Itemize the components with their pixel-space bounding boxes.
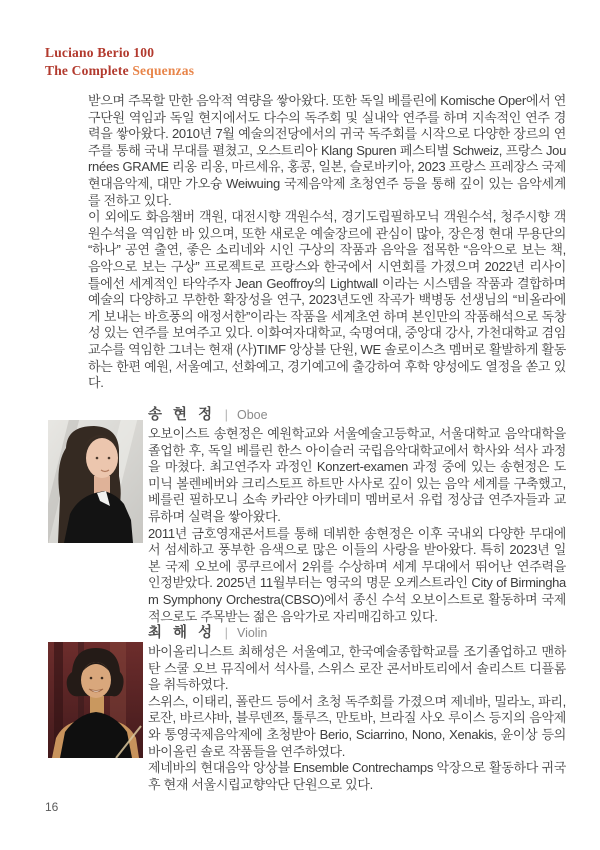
- performer-instrument: Oboe: [236, 408, 268, 422]
- portrait-violinist-illustration: [48, 642, 143, 758]
- performer-instrument: Violin: [236, 626, 268, 640]
- bio-paragraph: 제네바의 현대음악 앙상블 Ensemble Contrechamps 악장으로 활동하다 귀국 후 현재 서울시립교향악단 단원으로 있다.: [148, 760, 566, 792]
- name-role-divider: |: [224, 407, 228, 422]
- bio-paragraph: 스위스, 이태리, 폴란드 등에서 초청 독주회를 가졌으며 제네바, 밀라노, 파리, 로잔, 바르샤바, 블루덴쯔, 툴루즈, 만토바, 브라질 사오 루이스 등지의 음악제와 통영국제음악제에 초청받아 Berio, Sciarrino, Nono, Xenakis, 윤이상 등의 바이올린 솔로 작품들을 연주하였다.: [148, 693, 566, 759]
- portrait-violinist-photo: [48, 642, 143, 758]
- portrait-oboist-illustration: [48, 420, 143, 543]
- header-title-line2-dark: The Complete: [45, 63, 129, 78]
- violinist-bio: [148, 644, 566, 793]
- profile-heading-oboist: [148, 403, 268, 424]
- bio-paragraph: 2011년 금호영재콘서트를 통해 데뷔한 송현정은 이후 국내외 다양한 무대에서 섬세하고 풍부한 음색으로 많은 이들의 사랑을 받아왔다. 특히 2023년 일본 국제 오보에 콩쿠르에서 2위를 수상하며 세계 무대에서 뛰어난 연주력을 인정받았다. 2025년 11월부터는 영국의 명문 오케스트라인 City of Birmingham Symphony Orchestra(CBSO)에서 종신 수석 오보이스트로 활동하며 국제적으로도 주목받는 젊은 음악가로 자리매김하고 있다.: [148, 525, 566, 624]
- performer-name: 최 해 성: [148, 625, 216, 641]
- bio-paragraph: 바이올리니스트 최해성은 서울예고, 한국예술종합학교를 조기졸업하고 맨하탄 스쿨 오브 뮤직에서 석사를, 스위스 로잔 콘서바토리에서 솔리스트 디플롬을 취득하였다.: [148, 644, 566, 693]
- profile-heading-violinist: [148, 621, 267, 642]
- page-header: [45, 44, 194, 80]
- bio-paragraph: 받으며 주목할 만한 음악적 역량을 쌓아왔다. 또한 독일 베를린에 Komische Oper에서 연구단원 역임과 독일 현지에서도 다수의 독주회 및 실내악 연주를 하며 지속적인 연주 경력을 쌓아왔다. 2010년 7월 예술의전당에서의 귀국 독주회를 시작으로 다양한 장르의 연주를 통해 국내 무대를 펼쳤고, 오스트리아 Klang Spuren 페스티벌 Schweiz, 프랑스 Journées GRAME 리옹 리옹, 마르세유, 홍콩, 일본, 슬로바키아, 2023 프랑스 프레장스 국제현대음악제, 대만 가오슝 Weiwuing 국제음악제 초청연주 등을 통해 깊이 있는 음악세계를 전하고 있다.: [88, 93, 566, 208]
- header-title-line2: [45, 62, 194, 80]
- oboist-bio: [148, 426, 566, 625]
- viola-bio-continued: [88, 93, 566, 392]
- portrait-oboist-photo: [48, 420, 143, 543]
- header-title-line1: Luciano Berio 100: [45, 45, 155, 60]
- bio-paragraph: 이 외에도 화음챔버 객원, 대전시향 객원수석, 경기도립필하모닉 객원수석, 청주시향 객원수석을 역임한 바 있으며, 또한 새로운 예술장르에 관심이 많아, 장은정 현대 무용단의 “하나” 공연 출연, 좋은 소리네와 시인 구상의 작품과 음악을 접목한 “음악으로 보는 책, 음악으로 보는 구상” 프로젝트로 프랑스와 한국에서 시연회를 가졌으며 2022년 리사이틀에선 세계적인 타악주자 Jean Geoffroy의 Lightwall 이라는 시스템을 작품과 결합하며 예술의 다양하고 무한한 확장성을 연구, 2023년도엔 작곡가 백병동 선생님의 “비올라에게 보내는 바흐풍의 애정서한”이라는 작품을 세계초연 하며 본인만의 작품해석으로 독창성 있는 연주를 보여주고 있다. 이화여자대학교, 숙명여대, 중앙대 강사, 가천대학교 겸임교수를 역임한 그녀는 현재 (사)TIMF 앙상블 단원, WE 솔로이스츠 멤버로 활발하게 활동하는 한편 예원, 서울예고, 선화예고, 경기예고에 출강하여 후학 양성에도 열정을 쏟고 있다.: [88, 209, 566, 391]
- name-role-divider: |: [224, 625, 228, 640]
- performer-name: 송 현 정: [148, 407, 216, 423]
- bio-paragraph: 오보이스트 송현정은 예원학교와 서울예술고등학교, 서울대학교 음악대학을 졸업한 후, 독일 베를린 한스 아이슬러 국립음악대학교에서 학사와 석사 과정을 마쳤다. 최고연주자 과정인 Konzert-examen 과정 중에 있는 송현정은 도미닉 볼렌베버와 크리스토프 하트만 사사로 깊이 있는 음악 세계를 구축했고, 베를린 필하모니 소속 카라얀 아카데미 멤버로서 유럽 정상급 연주자들과 교류하며 실력을 쌓아왔다.: [148, 426, 566, 524]
- page-number: 16: [45, 800, 59, 814]
- header-title-line2-accent: Sequenzas: [132, 63, 195, 78]
